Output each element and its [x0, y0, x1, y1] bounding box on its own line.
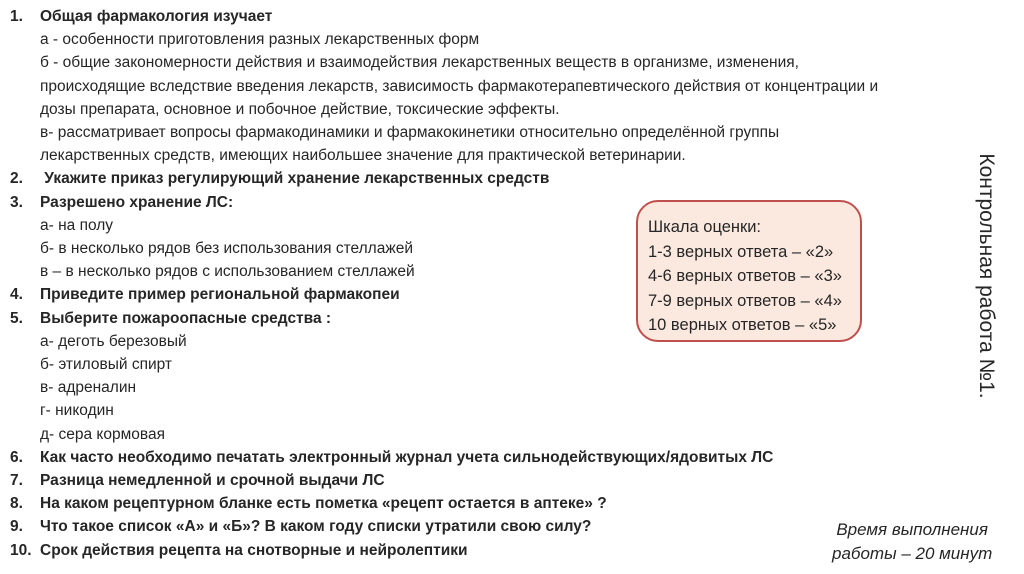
- grading-scale-title: Шкала оценки:: [648, 218, 762, 236]
- grading-scale-line: 10 верных ответов – «5»: [648, 316, 837, 334]
- question-number: 3.: [10, 193, 23, 211]
- question-option: а - особенности приготовления разных лекарственных форм: [40, 31, 480, 49]
- question-text: Разница немедленной и срочной выдачи ЛС: [40, 472, 385, 490]
- question-number: 10.: [10, 541, 32, 559]
- question-1: [10, 5, 1000, 167]
- question-number: 2.: [10, 170, 23, 188]
- grading-scale-line: 4-6 верных ответов – «3»: [648, 267, 842, 285]
- question-option: б - общие закономерности действия и взаимодействия лекарственных веществ в организме, изменения,: [40, 54, 799, 72]
- question-2: [10, 167, 1000, 190]
- question-text: На каком рецептурном бланке есть пометка «рецепт остается в аптеке» ?: [40, 495, 607, 513]
- question-number: 4.: [10, 286, 23, 304]
- question-number: 6.: [10, 448, 23, 466]
- question-option: б- в несколько рядов без использования стеллажей: [40, 240, 413, 258]
- question-number: 7.: [10, 472, 23, 490]
- question-option: в- адреналин: [40, 379, 137, 397]
- question-option: в – в несколько рядов с использованием стеллажей: [40, 263, 415, 281]
- question-option: в- рассматривает вопросы фармакодинамики и фармакокинетики относительно определённой группы: [40, 124, 780, 142]
- question-text: Общая фармакология изучает: [40, 8, 273, 25]
- question-number: 8.: [10, 495, 23, 513]
- time-limit-line-1: Время выполнения: [836, 520, 988, 539]
- side-title: Контрольная работа №1.: [975, 153, 998, 399]
- grading-scale-line: 1-3 верных ответа – «2»: [648, 242, 834, 261]
- question-text: Срок действия рецепта на снотворные и нейролептики: [40, 541, 468, 559]
- question-option: а- на полу: [40, 216, 114, 234]
- question-option: б- этиловый спирт: [40, 356, 173, 374]
- question-6: [10, 446, 1000, 469]
- question-option: дозы препарата, основное и побочное действие, токсические эффекты.: [40, 100, 560, 118]
- question-8: [10, 492, 1000, 515]
- grading-scale-line: 7-9 верных ответов – «4»: [648, 291, 842, 310]
- question-number: 5.: [10, 309, 23, 327]
- grading-scale-box: [636, 200, 862, 342]
- question-option: а- деготь березовый: [40, 332, 187, 350]
- question-7: [10, 469, 1000, 492]
- question-text: Как часто необходимо печатать электронный журнал учета сильнодействующих/ядовитых ЛС: [40, 448, 774, 466]
- question-text: Приведите пример региональной фармакопеи: [40, 286, 400, 304]
- question-option: происходящие вследствие введения лекарств, зависимость фармакотерапевтического действия от концентрации и: [40, 77, 879, 95]
- question-option: лекарственных средств, имеющих наибольшее значение для практической ветеринарии.: [40, 147, 686, 165]
- question-number: 9.: [10, 518, 23, 536]
- question-option: д- сера кормовая: [40, 425, 165, 443]
- question-text: Укажите приказ регулирующий хранение лекарственных средств: [40, 170, 550, 188]
- question-number: 1.: [10, 8, 23, 25]
- question-option: г- никодин: [40, 402, 114, 420]
- time-limit: [832, 518, 992, 566]
- question-text: Разрешено хранение ЛС:: [40, 193, 234, 211]
- question-text: Выберите пожароопасные средства :: [40, 309, 332, 327]
- question-text: Что такое список «А» и «Б»? В каком году списки утратили свою силу?: [40, 518, 592, 536]
- time-limit-line-2: работы – 20 минут: [832, 544, 993, 563]
